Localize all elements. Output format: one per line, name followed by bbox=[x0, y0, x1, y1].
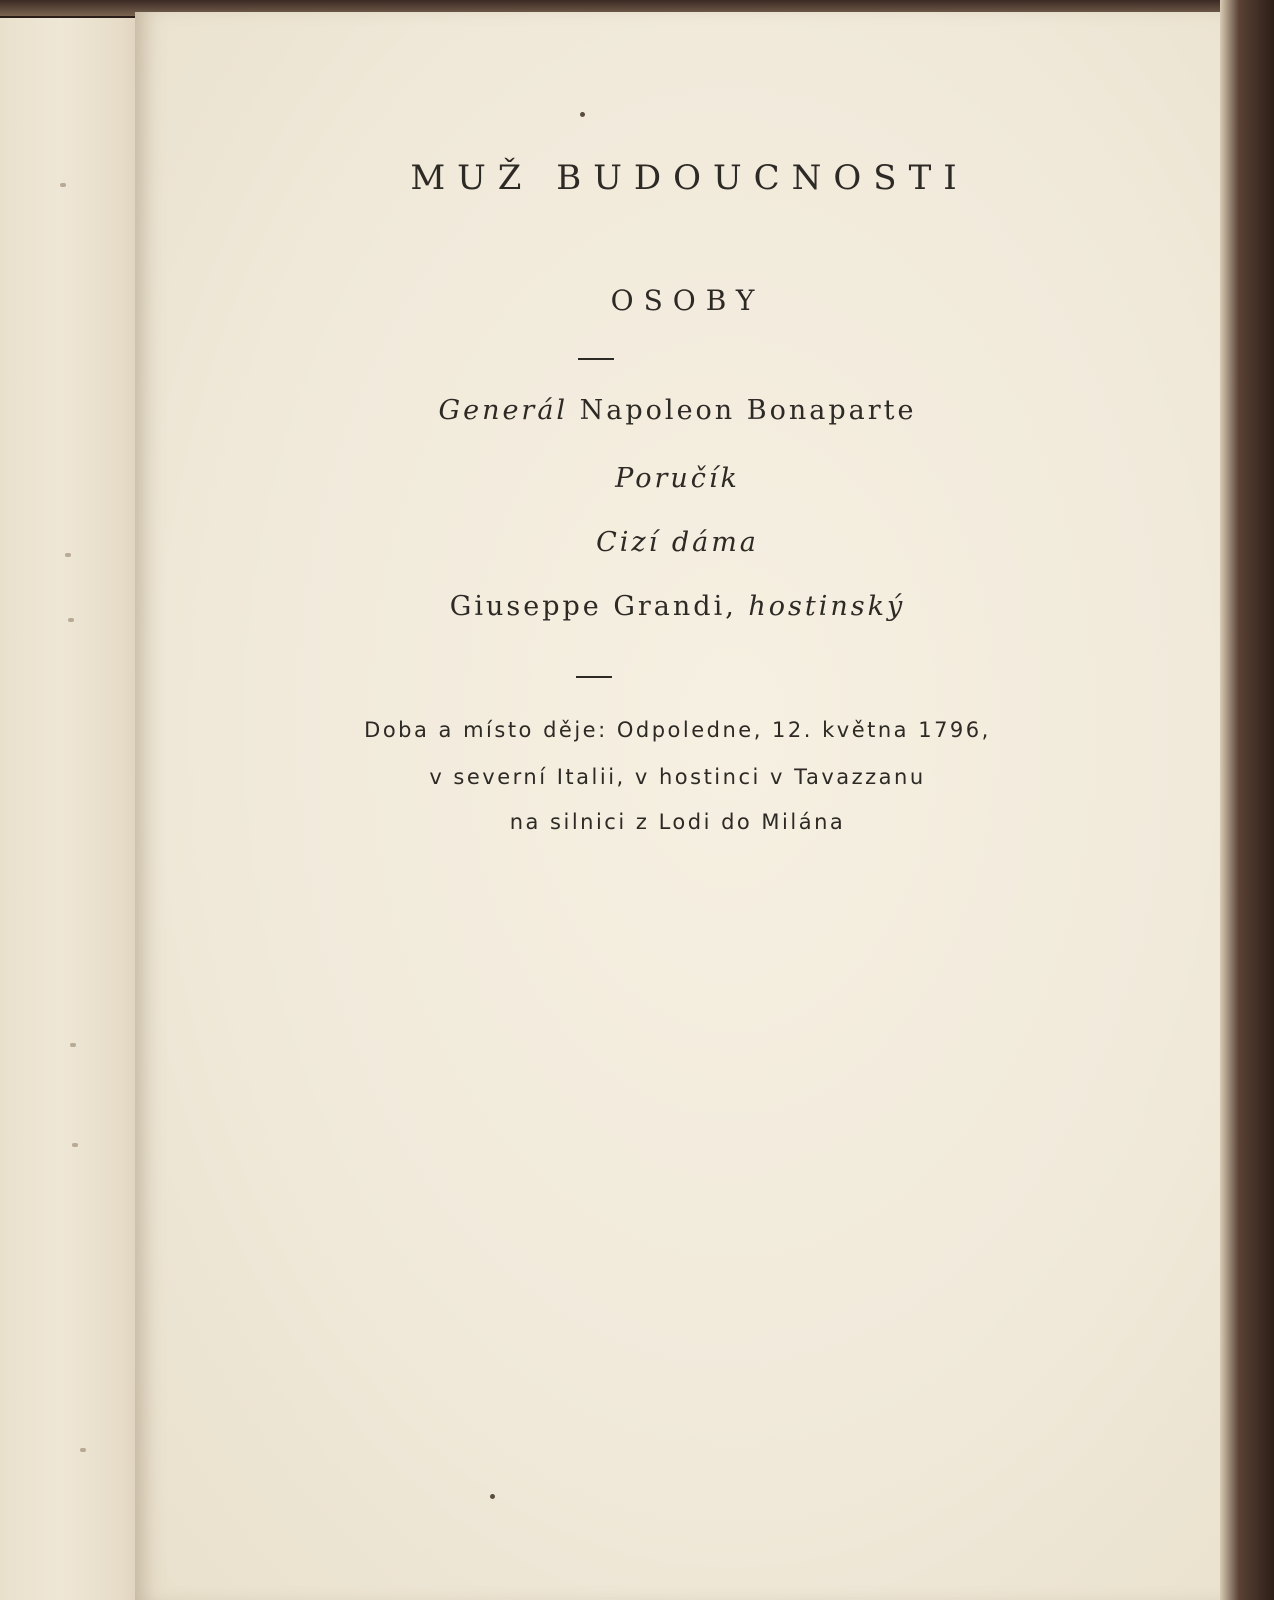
setting-line: na silnici z Lodi do Milána bbox=[509, 810, 846, 834]
ink-speck bbox=[490, 1494, 495, 1499]
cast-entry-lady bbox=[135, 527, 1220, 558]
paper-fleck bbox=[65, 553, 71, 557]
cast-role: Generál bbox=[438, 395, 569, 426]
cast-separator: , bbox=[725, 591, 749, 622]
paper-fleck bbox=[80, 1448, 86, 1452]
play-title: MUŽ BUDOUCNOSTI bbox=[410, 158, 969, 198]
book-cover-edge bbox=[1220, 0, 1274, 1600]
paper-fleck bbox=[70, 1043, 76, 1047]
setting-line: Doba a místo děje: Odpoledne, 12. května 1796, bbox=[364, 718, 991, 742]
book-page bbox=[135, 12, 1220, 1600]
cast-name: Giuseppe Grandi bbox=[449, 591, 726, 622]
ink-speck bbox=[580, 112, 585, 117]
paper-fleck bbox=[72, 1143, 78, 1147]
cast-name: Napoleon Bonaparte bbox=[579, 395, 917, 426]
setting-line: v severní Italii, v hostinci v Tavazzanu bbox=[429, 765, 926, 789]
paper-fleck bbox=[60, 183, 66, 187]
cast-role: Poručík bbox=[615, 463, 740, 494]
divider-rule bbox=[576, 676, 612, 678]
divider-rule bbox=[578, 358, 614, 360]
cast-entry-general bbox=[135, 395, 1220, 426]
cast-heading: OSOBY bbox=[610, 284, 765, 317]
cast-role: hostinský bbox=[748, 591, 906, 622]
cast-entry-innkeeper bbox=[135, 591, 1220, 622]
cast-role: Cizí dáma bbox=[596, 527, 759, 558]
cast-entry-lieutenant bbox=[135, 463, 1220, 494]
paper-fleck bbox=[68, 618, 74, 622]
previous-page-edge bbox=[0, 18, 150, 1600]
